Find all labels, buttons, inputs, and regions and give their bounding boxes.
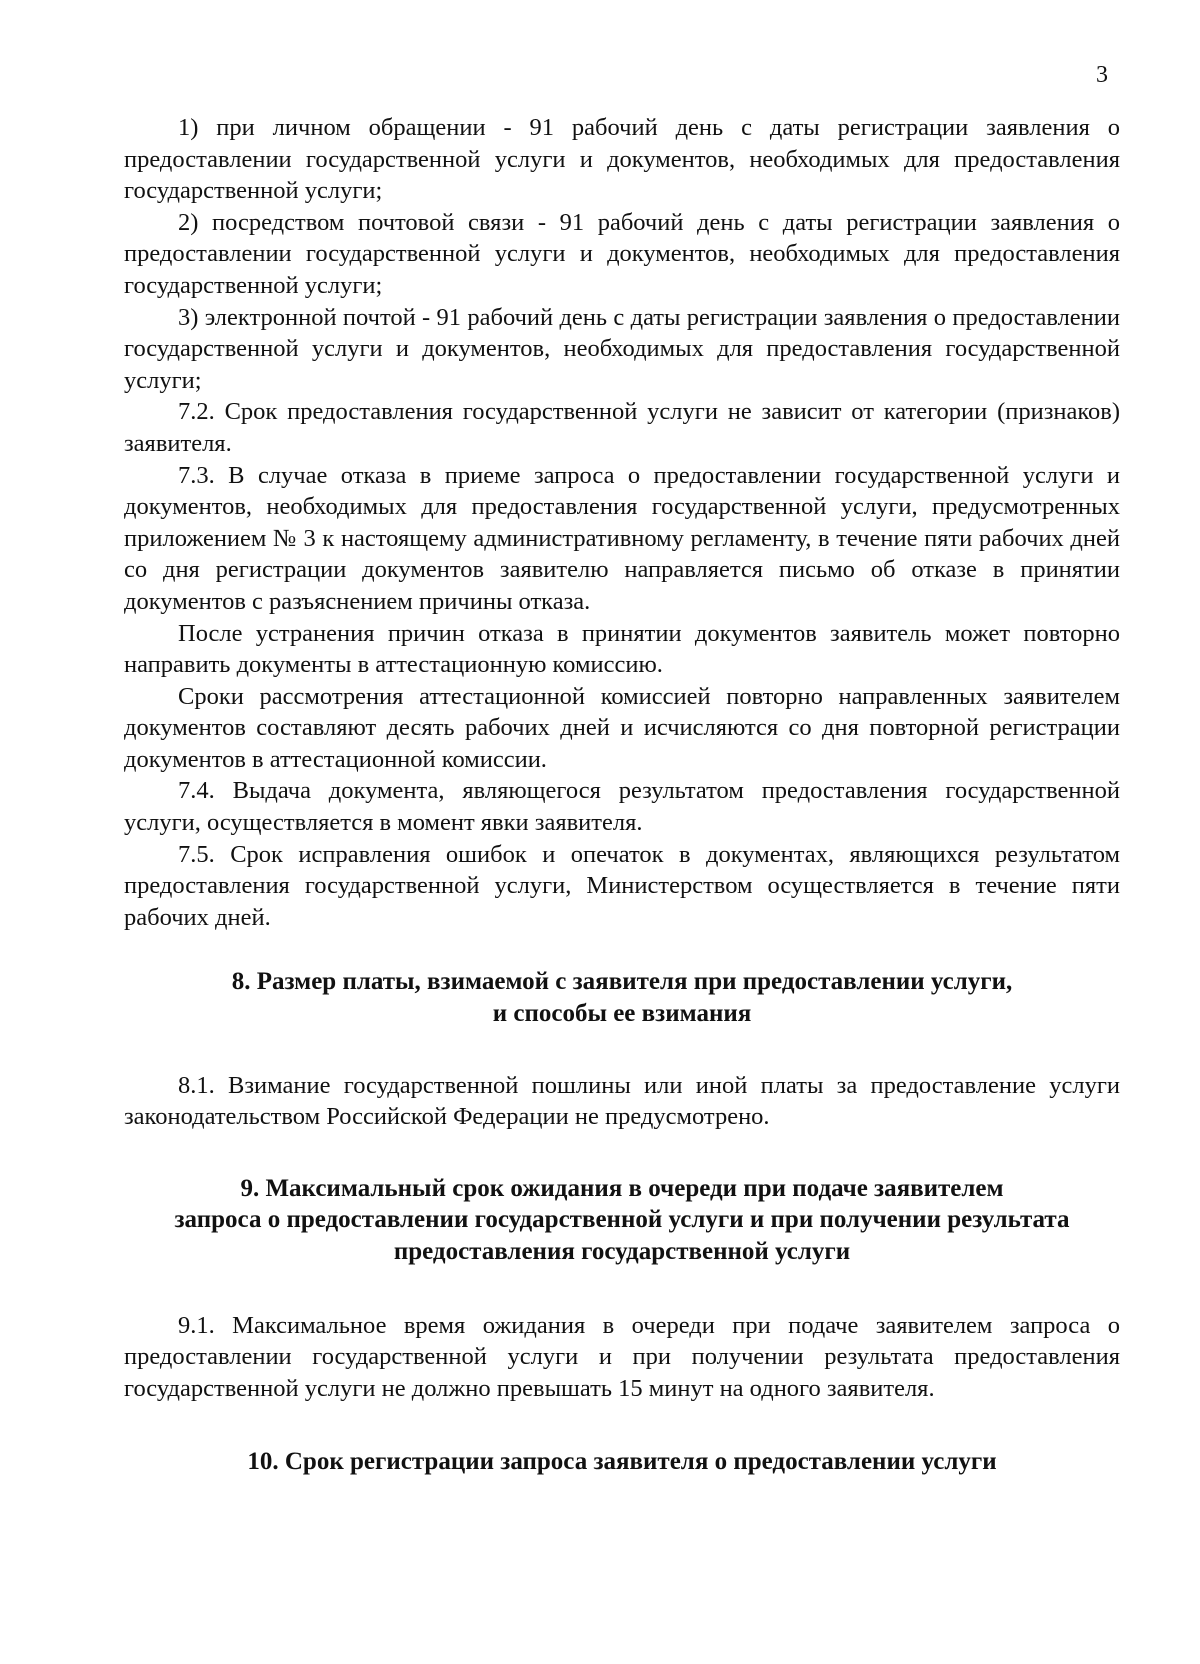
paragraph-7-4: 7.4. Выдача документа, являющегося результатом предоставления государственной услуги, осуществляется в момент явки заявителя. xyxy=(124,777,1120,837)
paragraph-review-period: Сроки рассмотрения аттестационной комиссией повторно направленных заявителем документов составляют десять рабочих дней и исчисляются со дня повторной регистрации документов в аттестационной комиссии. xyxy=(124,682,1120,773)
paragraph-9-1: 9.1. Максимальное время ожидания в очереди при подаче заявителем запроса о предоставлении государственной услуги и при получении результата предоставления государственной услуги не должно превышать 15 минут на одного заявителя. xyxy=(124,1311,1120,1402)
paragraph-8-1: 8.1. Взимание государственной пошлины или иной платы за предоставление услуги законодательством Российской Федерации не предусмотрено. xyxy=(124,1071,1120,1131)
paragraph-7-5: 7.5. Срок исправления ошибок и опечаток в документах, являющихся результатом предоставления государственной услуги, Министерством осуществляется в течение пяти рабочих дней. xyxy=(124,840,1120,931)
section-9-heading-line-2: запроса о предоставлении государственной услуги и при получении результата xyxy=(174,1206,1070,1234)
paragraph-item-1: 1) при личном обращении - 91 рабочий день с даты регистрации заявления о предоставлении государственной услуги и документов, необходимых для предоставления государственной услуги; xyxy=(124,114,1120,205)
paragraph-7-2: 7.2. Срок предоставления государственной услуги не зависит от категории (признаков) заявителя. xyxy=(124,398,1120,457)
section-9-heading-line-1: 9. Максимальный срок ожидания в очереди при подаче заявителем xyxy=(240,1174,1004,1202)
section-9-heading-line-3: предоставления государственной услуги xyxy=(393,1238,851,1265)
paragraph-item-2: 2) посредством почтовой связи - 91 рабочий день с даты регистрации заявления о предоставлении государственной услуги и документов, необходимых для предоставления государственной услуги; xyxy=(124,208,1120,299)
section-10-heading: 10. Срок регистрации запроса заявителя о предоставлении услуги xyxy=(247,1448,997,1476)
section-8-heading-line-1: 8. Размер платы, взимаемой с заявителя при предоставлении услуги, xyxy=(231,968,1013,996)
paragraph-resubmission: После устранения причин отказа в принятии документов заявитель может повторно направить документы в аттестационную комиссию. xyxy=(124,619,1120,679)
paragraph-7-3: 7.3. В случае отказа в приеме запроса о предоставлении государственной услуги и документов, необходимых для предоставления государственной услуги, предусмотренных приложением № 3 к настоящему административному регламенту, в течение пяти рабочих дней со дня регистрации документов заявителю направляется письмо об отказе в принятии документов с разъяснением причины отказа. xyxy=(124,461,1120,615)
document-body xyxy=(124,112,1120,1478)
section-8-heading xyxy=(124,966,1120,1029)
page-number: 3 xyxy=(1096,62,1108,88)
section-9-heading xyxy=(124,1173,1120,1268)
section-8-heading-line-2: и способы ее взимания xyxy=(492,1000,752,1028)
paragraph-item-3: 3) электронной почтой - 91 рабочий день с даты регистрации заявления о предоставлении государственной услуги и документов, необходимых для предоставления государственной услуги; xyxy=(124,303,1120,394)
